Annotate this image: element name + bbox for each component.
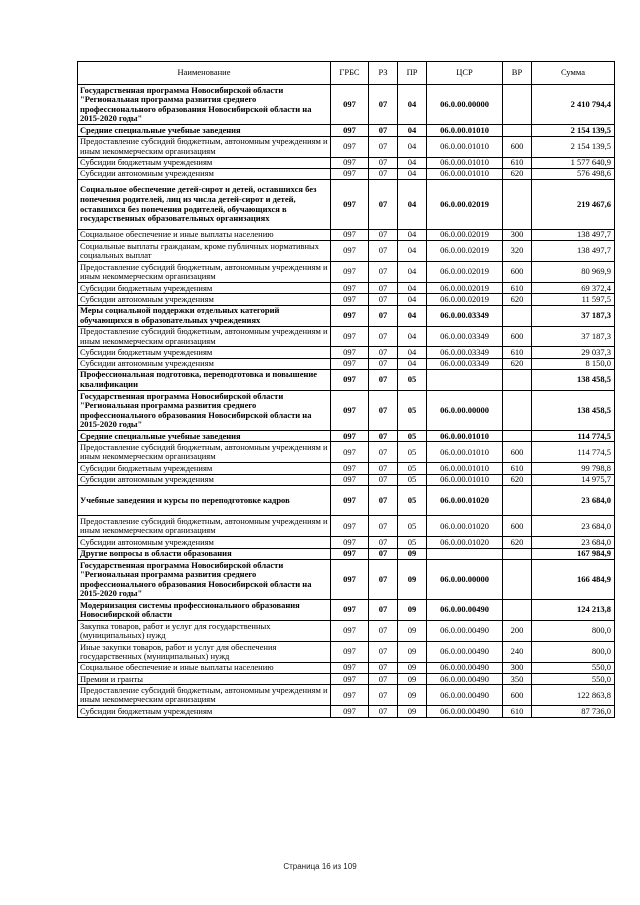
cell-sum: 122 863,8 — [532, 685, 615, 706]
header-pr: ПР — [398, 62, 427, 85]
cell-rz: 07 — [369, 125, 398, 136]
table-row — [78, 157, 615, 168]
cell-vr: 610 — [503, 463, 532, 474]
cell-rz: 07 — [369, 431, 398, 442]
cell-csr: 06.0.00.00490 — [427, 663, 503, 674]
cell-pr: 04 — [398, 358, 427, 369]
cell-rz: 07 — [369, 390, 398, 430]
cell-grbs: 097 — [331, 294, 369, 305]
cell-pr: 05 — [398, 463, 427, 474]
cell-name: Субсидии автономным учреждениям — [78, 168, 331, 179]
header-sum: Сумма — [532, 62, 615, 85]
cell-sum: 138 497,7 — [532, 230, 615, 241]
cell-csr: 06.0.00.01010 — [427, 463, 503, 474]
cell-grbs: 097 — [331, 136, 369, 157]
table-row — [78, 674, 615, 685]
cell-sum: 2 154 139,5 — [532, 136, 615, 157]
table-row — [78, 305, 615, 326]
table-row — [78, 706, 615, 717]
cell-sum: 550,0 — [532, 674, 615, 685]
cell-sum: 2 154 139,5 — [532, 125, 615, 136]
budget-table — [77, 61, 615, 718]
cell-vr: 350 — [503, 674, 532, 685]
cell-csr: 06.0.00.01010 — [427, 136, 503, 157]
cell-csr: 06.0.00.01010 — [427, 168, 503, 179]
cell-pr: 05 — [398, 390, 427, 430]
cell-grbs: 097 — [331, 674, 369, 685]
cell-csr: 06.0.00.02019 — [427, 283, 503, 294]
cell-sum: 576 498,6 — [532, 168, 615, 179]
cell-rz: 07 — [369, 230, 398, 241]
cell-sum: 80 969,9 — [532, 262, 615, 283]
cell-name: Субсидии автономным учреждениям — [78, 474, 331, 485]
cell-pr: 09 — [398, 559, 427, 599]
cell-grbs: 097 — [331, 262, 369, 283]
cell-grbs: 097 — [331, 600, 369, 621]
cell-csr — [427, 369, 503, 390]
cell-grbs: 097 — [331, 326, 369, 347]
cell-vr: 600 — [503, 442, 532, 463]
cell-rz: 07 — [369, 706, 398, 717]
cell-pr: 05 — [398, 442, 427, 463]
cell-rz: 07 — [369, 369, 398, 390]
cell-sum: 8 150,0 — [532, 358, 615, 369]
cell-sum: 2 410 794,4 — [532, 85, 615, 125]
cell-name: Субсидии бюджетным учреждениям — [78, 283, 331, 294]
cell-grbs: 097 — [331, 706, 369, 717]
cell-vr: 600 — [503, 136, 532, 157]
cell-csr: 06.0.00.00490 — [427, 600, 503, 621]
cell-csr: 06.0.00.02019 — [427, 179, 503, 229]
cell-vr — [503, 85, 532, 125]
cell-csr: 06.0.00.00490 — [427, 642, 503, 663]
cell-grbs: 097 — [331, 642, 369, 663]
cell-vr: 610 — [503, 283, 532, 294]
cell-name: Иные закупки товаров, работ и услуг для обеспечения государственных (муниципальных) нужд — [78, 642, 331, 663]
cell-vr — [503, 548, 532, 559]
header-rz: РЗ — [369, 62, 398, 85]
cell-pr: 09 — [398, 548, 427, 559]
table-row — [78, 262, 615, 283]
cell-grbs: 097 — [331, 431, 369, 442]
table-row — [78, 179, 615, 229]
cell-sum: 23 684,0 — [532, 516, 615, 537]
cell-grbs: 097 — [331, 685, 369, 706]
table-row — [78, 283, 615, 294]
cell-grbs: 097 — [331, 621, 369, 642]
cell-csr: 06.0.00.03349 — [427, 326, 503, 347]
cell-csr: 06.0.00.03349 — [427, 347, 503, 358]
cell-rz: 07 — [369, 241, 398, 262]
cell-name: Предоставление субсидий бюджетным, автономным учреждениям и иным некоммерческим организациям — [78, 262, 331, 283]
cell-name: Учебные заведения и курсы по переподготовке кадров — [78, 485, 331, 516]
cell-grbs: 097 — [331, 516, 369, 537]
cell-pr: 04 — [398, 179, 427, 229]
cell-vr: 600 — [503, 262, 532, 283]
cell-name: Социальное обеспечение и иные выплаты населению — [78, 663, 331, 674]
header-csr: ЦСР — [427, 62, 503, 85]
cell-pr: 04 — [398, 136, 427, 157]
cell-pr: 04 — [398, 168, 427, 179]
cell-vr: 240 — [503, 642, 532, 663]
cell-csr: 06.0.00.02019 — [427, 230, 503, 241]
cell-grbs: 097 — [331, 442, 369, 463]
cell-pr: 04 — [398, 85, 427, 125]
cell-grbs: 097 — [331, 390, 369, 430]
cell-name: Средние специальные учебные заведения — [78, 125, 331, 136]
cell-csr: 06.0.00.01010 — [427, 157, 503, 168]
cell-pr: 04 — [398, 283, 427, 294]
cell-pr: 04 — [398, 347, 427, 358]
cell-name: Предоставление субсидий бюджетным, автономным учреждениям и иным некоммерческим организациям — [78, 136, 331, 157]
table-row — [78, 548, 615, 559]
cell-name: Субсидии автономным учреждениям — [78, 358, 331, 369]
cell-name: Средние специальные учебные заведения — [78, 431, 331, 442]
cell-name: Премии и гранты — [78, 674, 331, 685]
cell-sum: 800,0 — [532, 621, 615, 642]
cell-rz: 07 — [369, 537, 398, 548]
cell-sum: 69 372,4 — [532, 283, 615, 294]
cell-name: Субсидии бюджетным учреждениям — [78, 347, 331, 358]
cell-csr: 06.0.00.00000 — [427, 559, 503, 599]
cell-sum: 11 597,5 — [532, 294, 615, 305]
table-row — [78, 516, 615, 537]
table-row — [78, 347, 615, 358]
cell-vr — [503, 559, 532, 599]
cell-csr: 06.0.00.02019 — [427, 262, 503, 283]
cell-pr: 04 — [398, 125, 427, 136]
cell-vr: 600 — [503, 516, 532, 537]
cell-csr: 06.0.00.01010 — [427, 125, 503, 136]
cell-pr: 05 — [398, 516, 427, 537]
cell-rz: 07 — [369, 463, 398, 474]
table-row — [78, 642, 615, 663]
cell-grbs: 097 — [331, 485, 369, 516]
table-row — [78, 85, 615, 125]
table-row — [78, 685, 615, 706]
cell-vr: 610 — [503, 157, 532, 168]
cell-csr: 06.0.00.00000 — [427, 85, 503, 125]
table-row — [78, 474, 615, 485]
cell-rz: 07 — [369, 168, 398, 179]
cell-csr: 06.0.00.00490 — [427, 621, 503, 642]
table-row — [78, 136, 615, 157]
table-row — [78, 294, 615, 305]
table-row — [78, 442, 615, 463]
cell-pr: 09 — [398, 600, 427, 621]
cell-name: Предоставление субсидий бюджетным, автономным учреждениям и иным некоммерческим организациям — [78, 326, 331, 347]
header-row — [78, 62, 615, 85]
cell-pr: 09 — [398, 685, 427, 706]
cell-rz: 07 — [369, 262, 398, 283]
cell-pr: 05 — [398, 537, 427, 548]
cell-vr — [503, 485, 532, 516]
cell-name: Другие вопросы в области образования — [78, 548, 331, 559]
cell-vr: 300 — [503, 230, 532, 241]
cell-grbs: 097 — [331, 358, 369, 369]
cell-csr: 06.0.00.00490 — [427, 706, 503, 717]
cell-pr: 05 — [398, 369, 427, 390]
cell-name: Социальное обеспечение детей-сирот и детей, оставшихся без попечения родителей, лиц из числа детей-сирот и детей, оставшихся без попечения родителей, обучающихся в государственных образовательных организациях — [78, 179, 331, 229]
cell-vr: 610 — [503, 706, 532, 717]
cell-csr: 06.0.00.00490 — [427, 674, 503, 685]
cell-csr: 06.0.00.02019 — [427, 294, 503, 305]
cell-grbs: 097 — [331, 663, 369, 674]
cell-name: Меры социальной поддержки отдельных категорий обучающихся в образовательных учреждениях — [78, 305, 331, 326]
cell-grbs: 097 — [331, 474, 369, 485]
cell-grbs: 097 — [331, 179, 369, 229]
table-row — [78, 663, 615, 674]
cell-rz: 07 — [369, 305, 398, 326]
cell-vr: 620 — [503, 294, 532, 305]
cell-grbs: 097 — [331, 168, 369, 179]
cell-vr: 320 — [503, 241, 532, 262]
cell-vr — [503, 600, 532, 621]
cell-sum: 14 975,7 — [532, 474, 615, 485]
table-row — [78, 559, 615, 599]
cell-rz: 07 — [369, 347, 398, 358]
table-row — [78, 537, 615, 548]
cell-rz: 07 — [369, 474, 398, 485]
cell-vr: 610 — [503, 347, 532, 358]
cell-sum: 167 984,9 — [532, 548, 615, 559]
cell-vr: 600 — [503, 685, 532, 706]
cell-rz: 07 — [369, 516, 398, 537]
cell-sum: 87 736,0 — [532, 706, 615, 717]
cell-csr: 06.0.00.01020 — [427, 485, 503, 516]
page-footer: Страница 16 из 109 — [283, 862, 357, 871]
cell-grbs: 097 — [331, 283, 369, 294]
cell-vr: 620 — [503, 474, 532, 485]
cell-name: Субсидии автономным учреждениям — [78, 294, 331, 305]
cell-grbs: 097 — [331, 241, 369, 262]
header-vr: ВР — [503, 62, 532, 85]
cell-rz: 07 — [369, 621, 398, 642]
cell-sum: 138 458,5 — [532, 369, 615, 390]
cell-grbs: 097 — [331, 305, 369, 326]
cell-pr: 05 — [398, 474, 427, 485]
cell-sum: 23 684,0 — [532, 537, 615, 548]
cell-grbs: 097 — [331, 559, 369, 599]
cell-pr: 09 — [398, 674, 427, 685]
cell-vr — [503, 390, 532, 430]
cell-pr: 04 — [398, 230, 427, 241]
cell-pr: 04 — [398, 241, 427, 262]
cell-rz: 07 — [369, 548, 398, 559]
cell-vr: 620 — [503, 168, 532, 179]
cell-sum: 800,0 — [532, 642, 615, 663]
cell-csr: 06.0.00.01020 — [427, 516, 503, 537]
cell-csr: 06.0.00.00490 — [427, 685, 503, 706]
cell-rz: 07 — [369, 179, 398, 229]
cell-sum: 37 187,3 — [532, 305, 615, 326]
cell-csr: 06.0.00.03349 — [427, 358, 503, 369]
cell-sum: 23 684,0 — [532, 485, 615, 516]
cell-rz: 07 — [369, 85, 398, 125]
cell-name: Профессиональная подготовка, переподготовка и повышение квалификации — [78, 369, 331, 390]
cell-rz: 07 — [369, 294, 398, 305]
cell-name: Субсидии бюджетным учреждениям — [78, 463, 331, 474]
cell-pr: 04 — [398, 157, 427, 168]
cell-name: Закупка товаров, работ и услуг для государственных (муниципальных) нужд — [78, 621, 331, 642]
cell-rz: 07 — [369, 559, 398, 599]
cell-grbs: 097 — [331, 157, 369, 168]
cell-rz: 07 — [369, 326, 398, 347]
cell-csr: 06.0.00.00000 — [427, 390, 503, 430]
cell-vr: 300 — [503, 663, 532, 674]
cell-sum: 550,0 — [532, 663, 615, 674]
table-row — [78, 358, 615, 369]
cell-rz: 07 — [369, 600, 398, 621]
cell-pr: 04 — [398, 262, 427, 283]
cell-csr: 06.0.00.02019 — [427, 241, 503, 262]
cell-csr: 06.0.00.01010 — [427, 474, 503, 485]
header-grbs: ГРБС — [331, 62, 369, 85]
table-row — [78, 125, 615, 136]
cell-name: Субсидии бюджетным учреждениям — [78, 157, 331, 168]
cell-name: Субсидии бюджетным учреждениям — [78, 706, 331, 717]
cell-rz: 07 — [369, 442, 398, 463]
table-row — [78, 485, 615, 516]
cell-rz: 07 — [369, 136, 398, 157]
cell-csr: 06.0.00.01010 — [427, 442, 503, 463]
table-row — [78, 369, 615, 390]
cell-grbs: 097 — [331, 85, 369, 125]
cell-sum: 219 467,6 — [532, 179, 615, 229]
cell-grbs: 097 — [331, 548, 369, 559]
cell-vr — [503, 431, 532, 442]
header-name: Наименование — [78, 62, 331, 85]
table-row — [78, 326, 615, 347]
cell-vr — [503, 369, 532, 390]
cell-csr: 06.0.00.01020 — [427, 537, 503, 548]
cell-vr: 620 — [503, 358, 532, 369]
cell-sum: 124 213,8 — [532, 600, 615, 621]
table-row — [78, 168, 615, 179]
cell-name: Предоставление субсидий бюджетным, автономным учреждениям и иным некоммерческим организациям — [78, 516, 331, 537]
cell-rz: 07 — [369, 685, 398, 706]
cell-name: Социальные выплаты гражданам, кроме публичных нормативных социальных выплат — [78, 241, 331, 262]
table-row — [78, 621, 615, 642]
cell-rz: 07 — [369, 157, 398, 168]
cell-pr: 09 — [398, 706, 427, 717]
cell-sum: 114 774,5 — [532, 442, 615, 463]
cell-rz: 07 — [369, 642, 398, 663]
cell-grbs: 097 — [331, 537, 369, 548]
table-row — [78, 230, 615, 241]
cell-pr: 05 — [398, 485, 427, 516]
cell-grbs: 097 — [331, 347, 369, 358]
table-row — [78, 241, 615, 262]
table-body — [78, 85, 615, 718]
table-row — [78, 431, 615, 442]
cell-sum: 138 458,5 — [532, 390, 615, 430]
cell-vr: 620 — [503, 537, 532, 548]
cell-grbs: 097 — [331, 230, 369, 241]
cell-rz: 07 — [369, 358, 398, 369]
cell-vr — [503, 179, 532, 229]
cell-name: Предоставление субсидий бюджетным, автономным учреждениям и иным некоммерческим организациям — [78, 442, 331, 463]
cell-vr: 600 — [503, 326, 532, 347]
cell-csr — [427, 548, 503, 559]
cell-sum: 114 774,5 — [532, 431, 615, 442]
cell-pr: 04 — [398, 294, 427, 305]
cell-pr: 09 — [398, 642, 427, 663]
cell-vr: 200 — [503, 621, 532, 642]
cell-name: Субсидии автономным учреждениям — [78, 537, 331, 548]
cell-grbs: 097 — [331, 463, 369, 474]
cell-vr — [503, 305, 532, 326]
cell-sum: 166 484,9 — [532, 559, 615, 599]
table-row — [78, 463, 615, 474]
cell-name: Предоставление субсидий бюджетным, автономным учреждениям и иным некоммерческим организациям — [78, 685, 331, 706]
table-row — [78, 600, 615, 621]
table-header — [78, 62, 615, 85]
cell-vr — [503, 125, 532, 136]
cell-sum: 29 037,3 — [532, 347, 615, 358]
cell-pr: 04 — [398, 326, 427, 347]
table-row — [78, 390, 615, 430]
cell-pr: 09 — [398, 621, 427, 642]
cell-sum: 99 798,8 — [532, 463, 615, 474]
cell-name: Модернизация системы профессионального образования Новосибирской области — [78, 600, 331, 621]
cell-grbs: 097 — [331, 125, 369, 136]
cell-pr: 04 — [398, 305, 427, 326]
cell-sum: 37 187,3 — [532, 326, 615, 347]
cell-pr: 05 — [398, 431, 427, 442]
cell-name: Социальное обеспечение и иные выплаты населению — [78, 230, 331, 241]
cell-name: Государственная программа Новосибирской области "Региональная программа развития среднего профессионального образования Новосибирской области на 2015-2020 годы" — [78, 390, 331, 430]
cell-sum: 1 577 640,9 — [532, 157, 615, 168]
cell-rz: 07 — [369, 663, 398, 674]
cell-sum: 138 497,7 — [532, 241, 615, 262]
cell-rz: 07 — [369, 485, 398, 516]
cell-name: Государственная программа Новосибирской области "Региональная программа развития среднего профессионального образования Новосибирской области на 2015-2020 годы" — [78, 559, 331, 599]
cell-grbs: 097 — [331, 369, 369, 390]
cell-pr: 09 — [398, 663, 427, 674]
cell-rz: 07 — [369, 283, 398, 294]
cell-csr: 06.0.00.01010 — [427, 431, 503, 442]
cell-csr: 06.0.00.03349 — [427, 305, 503, 326]
cell-rz: 07 — [369, 674, 398, 685]
cell-name: Государственная программа Новосибирской области "Региональная программа развития среднего профессионального образования Новосибирской области на 2015-2020 годы" — [78, 85, 331, 125]
